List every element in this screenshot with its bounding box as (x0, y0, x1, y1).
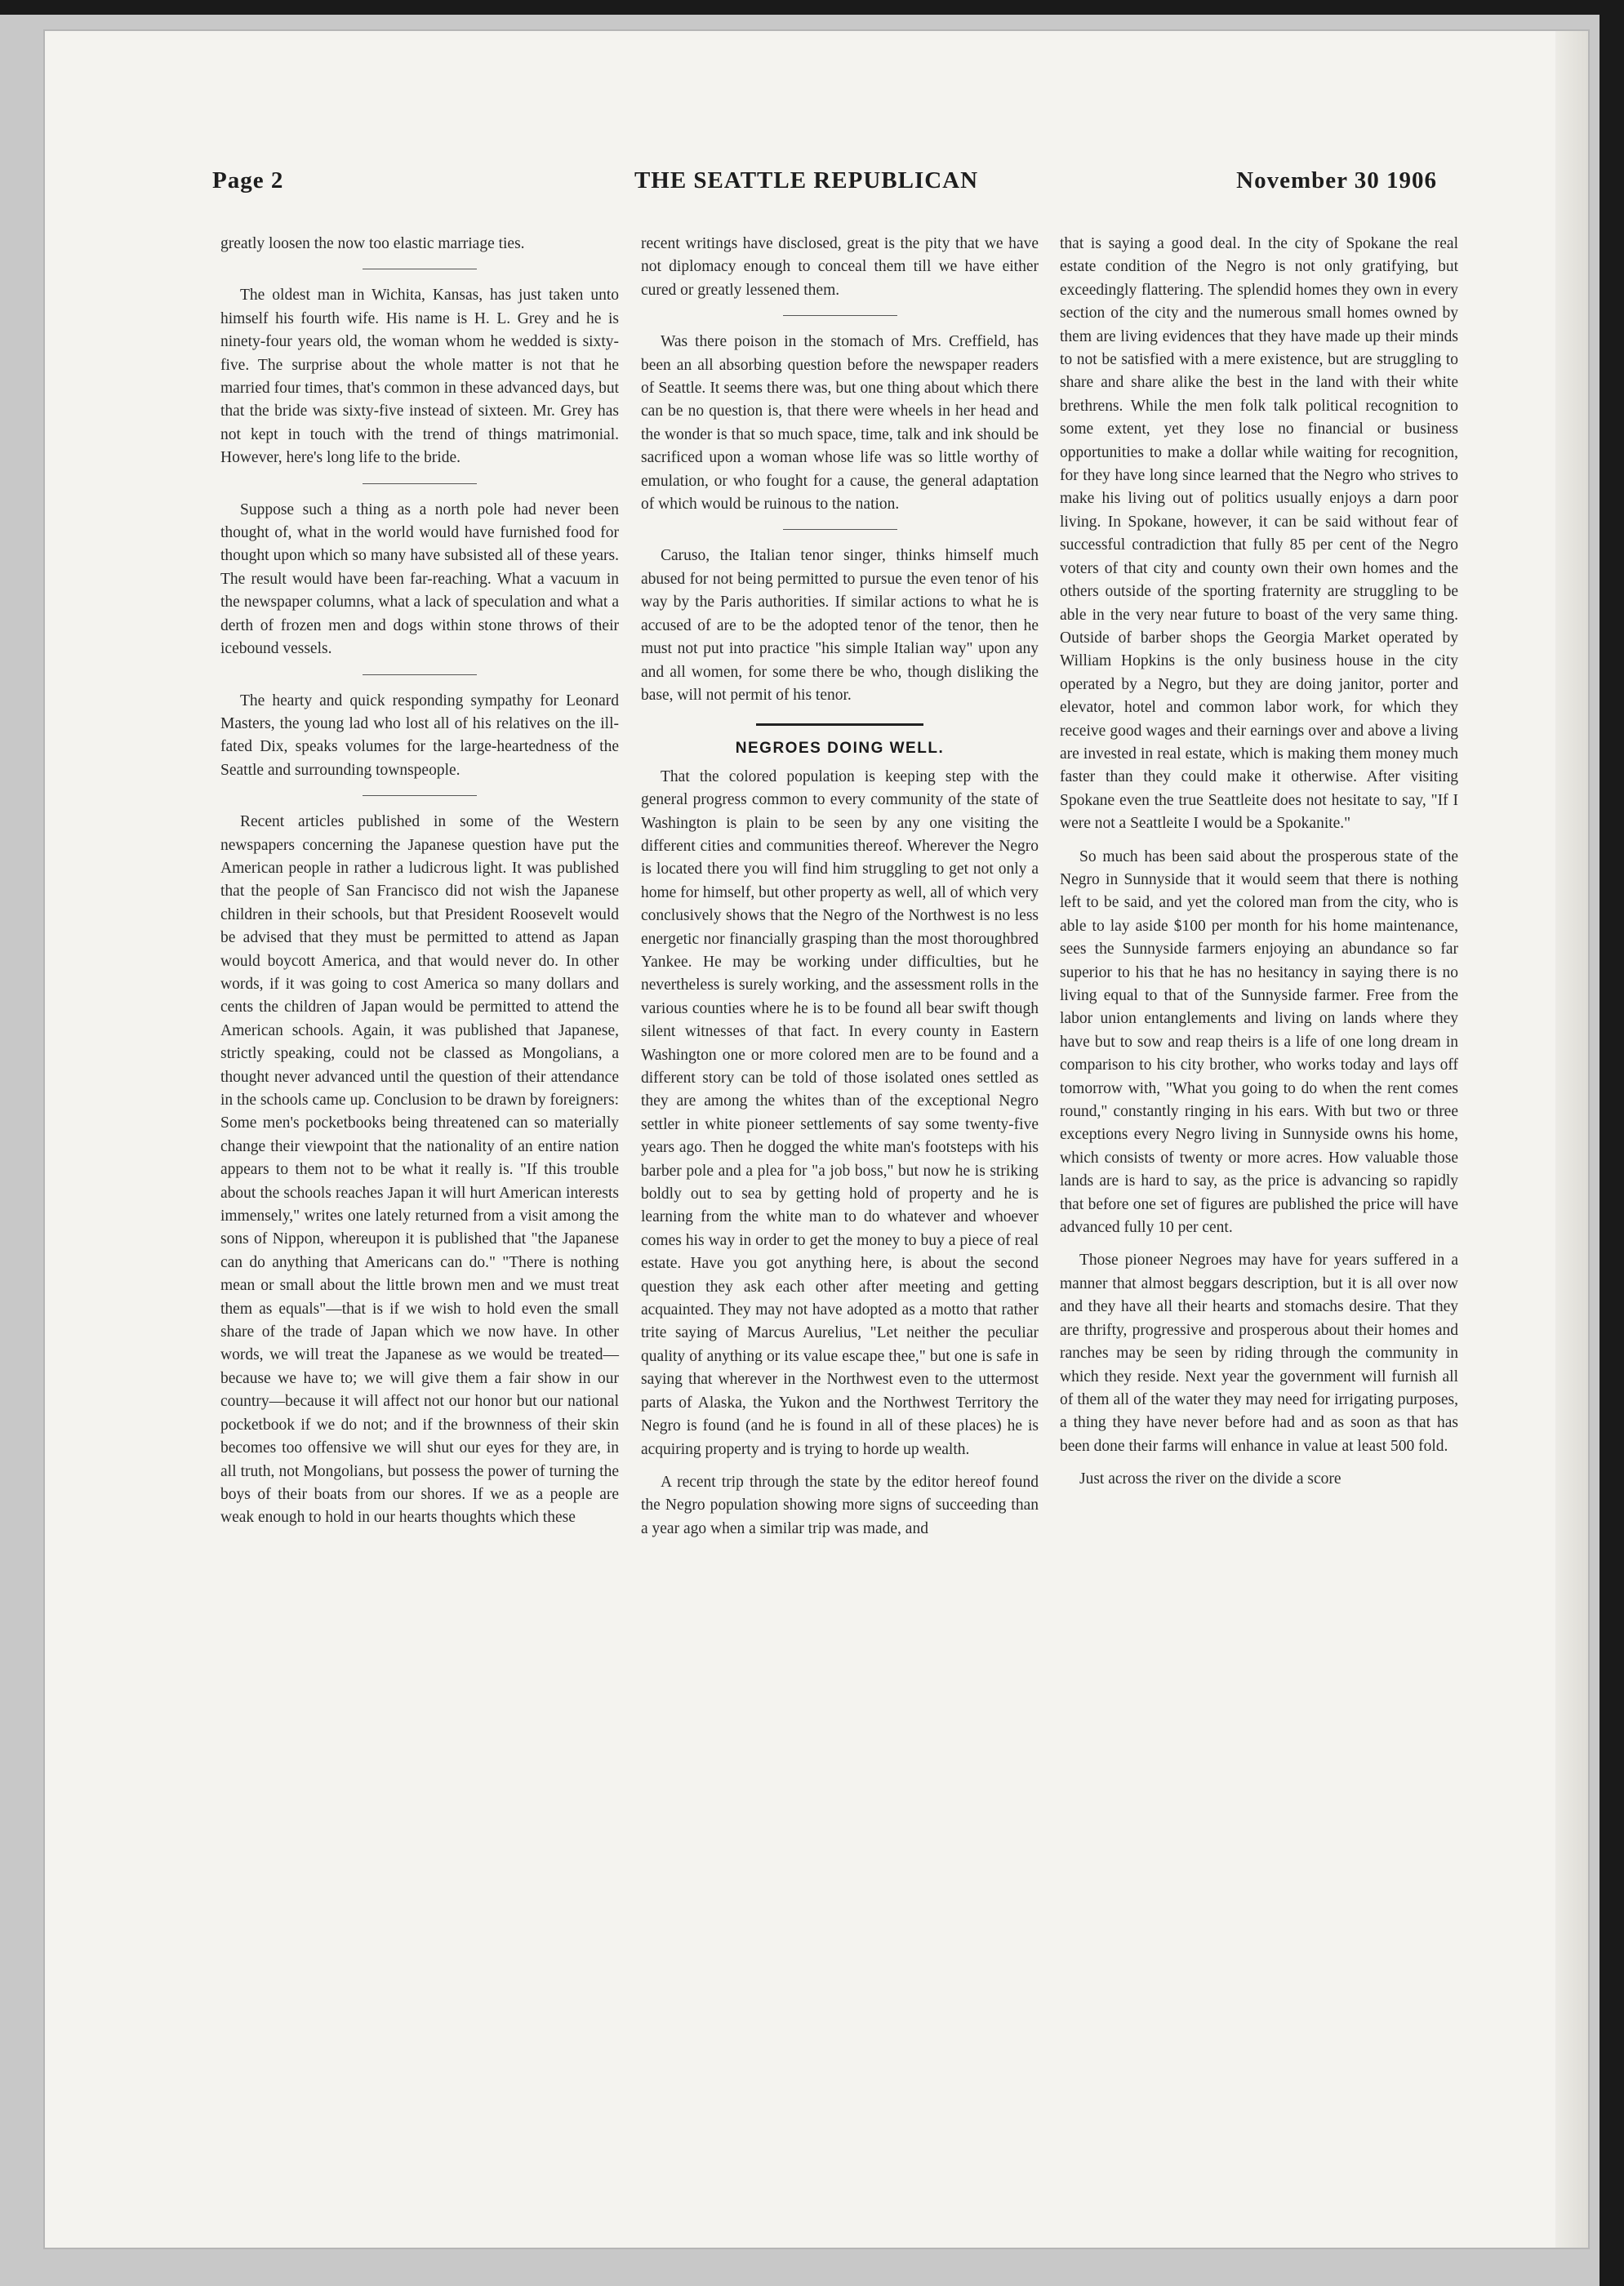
paragraph: The hearty and quick responding sympathy for Leonard Masters, the young lad who lost all of his relatives on the ill-fated Dix, speaks volumes for the large-heartedness of the Seattle and surrounding townspeople. (220, 692, 619, 779)
page-number: Page 2 (212, 167, 284, 193)
issue-date: November 30 1906 (1236, 167, 1437, 193)
column-right (1060, 233, 1458, 1501)
separator-rule (783, 529, 897, 530)
paragraph: That the colored population is keeping step with the general progress common to every community of the state of Washington is plain to be seen by any one visiting the different cities and communities thereof. Wherever the Negro is located there you will find him struggling to get not only a home for himself, but other property as well, all of which very conclusively shows that the Negro of the Northwest is no less energetic nor financially grasping than the most thoroughbred Yankee. He may be working under difficulties, but he nevertheless is surely working, and the assessment rolls in the various counties where he is to be found all bear swift though silent witnesses of that fact. In every county in Eastern Washington one or more colored men are to be found and a different story can be told of those isolated ones settled as they are among the whites than of the exceptional Negro settler in white pioneer settlements of say some twenty-five years ago. Then he dogged the white man's footsteps with his barber pole and a plea for "a job boss," but now he is striking boldly out to sea by getting hold of property and he is learning from the white man to do whatever and whoever comes his way in order to get the money to buy a piece of real estate. Have you got anything here, is about the second question they ask each other after meeting and getting acquainted. They may not have adopted as a motto that rather trite saying of Marcus Aurelius, "Let neither the peculiar quality of anything or its value escape thee," but one is safe in saying that wherever in the Northwest even to the uttermost parts of Alaska, the Yukon and the Northwest Territory the Negro is found (and he is found in all of these places) he is acquiring property and is trying to horde up wealth. (641, 767, 1039, 1458)
newspaper-title: THE SEATTLE REPUBLICAN (634, 167, 979, 193)
paper-right-edge (1555, 31, 1588, 2248)
paragraph: that is saying a good deal. In the city of Spokane the real estate condition of the Negro is not only gratifying, but exceedingly flattering. The splendid homes they own in every section of the city and the numerous small homes owned by them are living evidences that they have made up their minds to not be satisfied with a mere existence, but are struggling to share and share alike the best in the land with their white brethrens. While the men folk talk political recognition to some extent, yet they lose no financial or business opportunities to make a dollar while waiting for recognition, for they have long since learned that the Negro who strives to make his living out of politics usually enjoys a darn poor living. In Spokane, however, it can be said without fear of successful contradiction that fully 85 per cent of the Negro voters of that city and county own their own homes and the others outside of the sporting fraternity are struggling to be able in the very near future to boast of the very same thing. Outside of barber shops the Georgia Market operated by William Hopkins is the only business house in the city operated by a Negro, but they are doing janitor, porter and elevator, hotel and common labor work, for which they receive good wages and their earnings over and above a living are invested in real estate, which is making them money much faster than they could make it otherwise. After visiting Spokane even the true Seattleite does not hesitate to say, "If I were not a Seattleite I would be a Spokanite." (1060, 235, 1458, 833)
separator-rule (363, 483, 477, 484)
article-headline: NEGROES DOING WELL. (735, 740, 945, 758)
paragraph: recent writings have disclosed, great is the pity that we have not diplomacy enough to conceal them till we have either cured or greatly lessened them. (641, 235, 1039, 299)
column-left (220, 233, 619, 1540)
paragraph: Suppose such a thing as a north pole had never been thought of, what in the world would have furnished food for thought upon which so many have subsisted all of these years. The result would have been far-reaching. What a vacuum in the newspaper columns, what a lack of speculation and what a derth of frozen men and dogs within stone throws of their icebound vessels. (220, 500, 619, 658)
paragraph: Those pioneer Negroes may have for years suffered in a manner that almost beggars description, but it is all over now and they have all their hearts and stomachs desire. That they are thrifty, progressive and prosperous about their homes and ranches may be seen by riding through the community in which they reside. Next year the government will furnish all of them all of the water they may need for irrigating purposes, a thing they have never before had and as soon as that has been done their farms will enhance in value at least 500 fold. (1060, 1252, 1458, 1455)
paragraph: A recent trip through the state by the editor hereof found the Negro population showing more signs of succeeding than a year ago when a similar trip was made, and (641, 1473, 1039, 1537)
section-rule (756, 723, 923, 726)
paragraph: Caruso, the Italian tenor singer, thinks himself much abused for not being permitted to pursue the even tenor of his way by the Paris authorities. If similar actions to what he is accused of are to be the adopted tenor of the tenor, then he must not put into practice "his simple Italian way" upon any and all women, for some there be who, though disliking the base, will not permit of his tenor. (641, 547, 1039, 704)
separator-rule (783, 315, 897, 316)
scan-right-border (1600, 0, 1624, 2286)
column-middle (641, 233, 1039, 1550)
paragraph: greatly loosen the now too elastic marriage ties. (220, 235, 525, 252)
paragraph: Just across the river on the divide a score (1079, 1470, 1341, 1488)
paragraph: So much has been said about the prosperous state of the Negro in Sunnyside that it would seem that there is nothing left to be said, and yet the colored man from the city, who is able to lay aside $100 per month for his home maintenance, sees the Sunnyside farmers enjoying an abundance so far superior to his that he has no hesitancy in saying there is no living equal to that of the Sunnyside farmer. Free from the labor union entanglements and living on lands where they have but to sow and reap theirs is a life of one long dream in comparison to his city brother, who works today and lays off tomorrow with, "What you going to do when the rent comes round," constantly ringing in his ears. With but two or three exceptions every Negro living in Sunnyside owns his home, which consists of twenty or more acres. How valuable those lands are is hard to say, as the price is advancing so rapidly that before one set of figures are published the price will have advanced fully 10 per cent. (1060, 847, 1458, 1237)
paragraph: The oldest man in Wichita, Kansas, has just taken unto himself his fourth wife. His name is H. L. Grey and he is ninety-four years old, the woman whom he wedded is sixty-five. The surprise about the whole matter is not that he married four times, that's common in these advanced days, but that the bride was sixty-five instead of sixteen. Mr. Grey has not kept in touch with the trend of things matrimonial. However, here's long life to the bride. (220, 287, 619, 467)
separator-rule (363, 674, 477, 675)
paragraph: Was there poison in the stomach of Mrs. Creffield, has been an all absorbing question before the newspaper readers of Seattle. It seems there was, but one thing about which there can be no question is, that there were wheels in her head and the wonder is that so much space, time, talk and ink should be sacrificed upon a woman whose life was so little worthy of emulation, or who fought for a cause, the general adaptation of which would be ruinous to the nation. (641, 333, 1039, 514)
page-header (176, 167, 1437, 216)
scan-top-border (0, 0, 1624, 15)
separator-rule (363, 795, 477, 796)
paragraph: Recent articles published in some of the Western newspapers concerning the Japanese question have put the American people in rather a ludicrous light. It was published that the people of San Francisco did not wish the Japanese children in their schools, but that President Roosevelt would be advised that they must be permitted to attend as Japan would boycott America, and that would never do. In other words, if it was going to cost America so many dollars and cents the children of Japan would be permitted to attend the American schools. Again, it was published that Japanese, strictly speaking, could not be classed as Mongolians, a thought never advanced until the question of their attendance in the schools came up. Conclusion to be drawn by foreigners: Some men's pocketbooks being threatened can so materially change their viewpoint that the nationality of an entire nation appears to them not to be what it really is. "If this trouble about the schools reaches Japan it will hurt American interests immensely," writes one lately returned from a visit among the sons of Nippon, whereupon it is published that "the Japanese can do anything that Americans can do." "There is nothing mean or small about the little brown men and we must treat them as equals"—that is if we wish to hold even the small share of the trade of Japan which we now have. In other words, we will treat the Japanese as we would be treated—because we have to; we will give them a fair show in our country—because it will affect not our honor but our national pocketbook if we do not; and if the brownness of their skin becomes too offensive we will shut our eyes for they are, in all truth, not Mongolians, but possess the power of turning the boys of their boats from our shores. If we as a people are weak enough to hold in our hearts thoughts which these (220, 813, 619, 1527)
